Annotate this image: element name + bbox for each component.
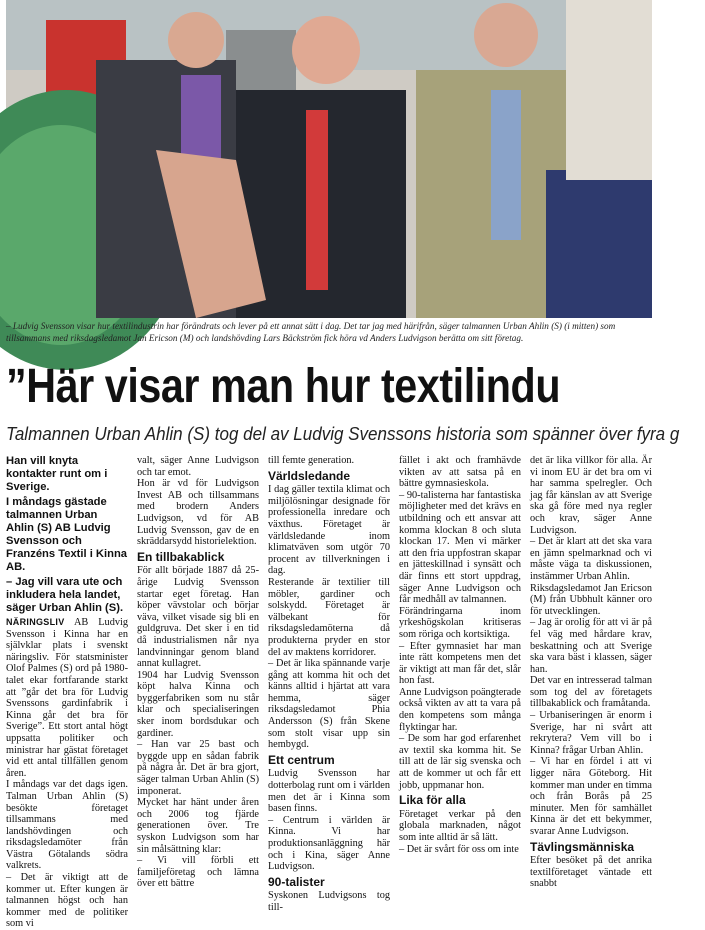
- body-paragraph: Mycket har hänt under åren och 2006 tog fjärde generationen över. Tre syskon Ludvigson som har sin målsättning klar:: [137, 797, 259, 855]
- body-paragraph: – Urbaniseringen är enorm i Sverige, har ni svårt att rekrytera? Vem vill bo i Kinna? frågar Urban Ahlin.: [530, 710, 652, 756]
- body-paragraph: valt, säger Anne Ludvigson och tar emot.: [137, 455, 259, 478]
- column-2: [137, 455, 259, 890]
- body-paragraph: Syskonen Ludvigsons tog till-: [268, 890, 390, 913]
- body-paragraph: För allt började 1887 då 25-årige Ludvig Svensson startar eget företag. Han köper vävstolar och börjar väva, vilket visade sig bli en guldgruva. Det sker i en tid då industrialismen når nya landvinningar genom bland annat kullagret.: [137, 565, 259, 670]
- section-heading: Världsledande: [268, 468, 351, 483]
- body-paragraph: [6, 617, 128, 779]
- body-paragraph: Riksdagsledamot Jan Ericson (M) från Ubbhult känner oro för utvecklingen.: [530, 582, 652, 617]
- column-3: [268, 455, 390, 913]
- photo-caption: – Ludvig Svensson visar hur textilindustrin har förändrats och lever på ett annat sätt i dag. Det tar jag med härifrån, säger talmannen Urban Ahlin (S) (i mitten) som tillsammans med riksdagsledamot Jan Ericson (M) och landshövding Lars Bäckström fick höra vd Anders Ludvigson berätta om sitt företag.: [6, 321, 616, 343]
- body-paragraph: – Efter gymnasiet har man inte rätt kompetens men det är viktigt att man får det, slår hon fast.: [399, 640, 521, 687]
- body-paragraph: Förändringarna inom yrkeshögskolan kritiseras som röriga och kortsiktiga.: [399, 605, 521, 640]
- body-paragraph: Hon är vd för Ludvigson Invest AB och tillsammans med brodern Anders Ludvigson, vd för AB Ludvig Svensson, gav de en skräddarsydd historielektion.: [137, 478, 259, 548]
- body-paragraph: Resterande är textilier till möbler, gardiner och solskydd. Företaget är välbekant för riksdagsledamöterna då produkterna pryder en stor del av maktens korridorer.: [268, 576, 390, 658]
- section-heading: Tävlingsmänniska: [530, 839, 635, 854]
- body-paragraph: – 90-talisterna har fantastiska möjligheter med det krävs en utbildning och ett ansvar att komma klockan 8 och sluta klockan 17. Men vi märker att den fria uppfostran skapar en jätteskillnad i synsätt och där finns ett stort uppdrag, säger Anne Ludvigson och får medhåll av talmannen.: [399, 489, 521, 606]
- body-paragraph: – De som har god erfarenhet av textil ska komma hit. Se till att de lär sig svenska och att de kommer ut och får ett jobb, uppmanar hon.: [399, 733, 521, 791]
- body-paragraph: – Det är svårt för oss om inte: [399, 843, 519, 855]
- body-paragraph: till femte generation.: [268, 455, 355, 466]
- body-paragraph: Efter besöket på det anrika textilföretaget väntade ett snabbt: [530, 855, 652, 890]
- headline: ”Här visar man hur textilindu: [6, 360, 561, 413]
- lead-text: [6, 455, 128, 615]
- photo-people-icon: [6, 0, 652, 318]
- section-heading: Lika för alla: [399, 793, 466, 808]
- section-heading: En tillbakablick: [137, 549, 225, 564]
- body-paragraph: – Han var 25 bast och byggde upp en sådan fabrik på några år. Det är bra gjort, säger talman Urban Ahlin (S) imponerat.: [137, 739, 259, 797]
- body-paragraph: 1904 har Ludvig Svensson köpt halva Kinna och byggerfabriken som nu står klar och specialiseringen sker inom bordsdukar och gardiner.: [137, 669, 259, 739]
- article-body: [6, 455, 652, 930]
- body-paragraph: Ludvig Svensson har dotterbolag runt om i världen men det är i Kinna som basen finns.: [268, 768, 390, 815]
- body-paragraph: – Det är lika spännande varje gång att komma hit och det känns alltid i hjärtat att vara hemma, säger riksdagsledamot Phia Andersson (S) från Skene som stolt visar upp sin hembygd.: [268, 658, 390, 751]
- body-paragraph: – Det är viktigt att de kommer ut. Efter kungen är talmannen högst och han kommer med de politiker som vi: [6, 872, 128, 930]
- body-paragraph: Det var en intresserad talman som tog del av företagets tillbakablick och framåtanda.: [530, 675, 652, 710]
- body-text: AB Ludvig Svensson i Kinna har en självklar plats i svenskt näringsliv. För statsminister Olof Palmes (S) ord på 1980-talet ekar fortfarande starkt att ”går det bra för Ludvig Svenssons gardinfabrik i Kinna går det bra för Sverige”. Ett stort antal högt uppsatta politiker och ministrar har gästat företaget vid ett antal tillfällen genom åren.: [6, 617, 128, 779]
- column-4: [399, 455, 521, 855]
- article-photo: [6, 0, 652, 318]
- body-paragraph: det är lika villkor för alla. Är vi inom EU är det bra om vi har samma spelregler. Och jag får känslan av att Sverige ska gå före med nya regler och krav, säger Anne Ludvigson.: [530, 455, 652, 536]
- body-paragraph: fället i akt och framhävde vikten av att satsa på en bättre gymnasieskola.: [399, 455, 521, 490]
- lead-paragraph: – Jag vill vara ute och inkludera hela landet, säger Urban Ahlin (S).: [6, 576, 124, 614]
- column-1: [6, 455, 128, 930]
- lead-paragraph: I måndags gästade talmannen Urban Ahlin (S) AB Ludvig Svensson och Franzéns Textil i Kinna AB.: [6, 496, 128, 573]
- column-5: [530, 455, 652, 890]
- body-paragraph: – Centrum i världen är Kinna. Vi har produktionsanläggning här och i Kina, säger Anne Ludvigson.: [268, 814, 390, 873]
- body-paragraph: – Vi har en fördel i att vi ligger nära Göteborg. Hit kommer man under en timma och från Borås på 25 minuter. Men för samhället Kinna är det ett bekymmer, svarar Anne Ludvigson.: [530, 756, 652, 837]
- body-paragraph: I dag gäller textila klimat och miljölösningar designade för professionella inredare och växthus. Företaget är världsledande inom klimatväven som utgör 70 procent av tillverkningen i dag.: [268, 484, 390, 577]
- body-paragraph: – Jag är orolig för att vi är på fel väg med hårdare krav, beskattning och att Sverige ska vara bäst i klassen, säger han.: [530, 617, 652, 675]
- body-paragraph: I måndags var det dags igen. Talman Urban Ahlin (S) besökte företaget tillsammans med landshövdingen och riksdagsledamöter från Västra Götalands södra valkrets.: [6, 779, 128, 872]
- section-heading: Ett centrum: [268, 752, 335, 767]
- lead-paragraph: Han vill knyta kontakter runt om i Sverige.: [6, 455, 108, 493]
- subheadline: Talmannen Urban Ahlin (S) tog del av Ludvig Svenssons historia som spänner över fyra g: [6, 423, 680, 444]
- body-paragraph: Företaget verkar på den globala marknaden, något som inte alltid är så lätt.: [399, 808, 521, 843]
- body-paragraph: Anne Ludvigson poängterade också vikten av att ta vara på den kompetens som många flyktingar har.: [399, 686, 521, 733]
- body-paragraph: – Det är klart att det ska vara en jämn spelmarknad och vi måste väga ta diskussionen, instämmer Urban Ahlin.: [530, 536, 652, 582]
- section-tag: NÄRINGSLIV: [6, 617, 65, 627]
- section-heading: 90-talister: [268, 874, 325, 889]
- body-paragraph: – Vi vill förbli ett familjeföretag och lämna över ett bättre: [137, 855, 259, 890]
